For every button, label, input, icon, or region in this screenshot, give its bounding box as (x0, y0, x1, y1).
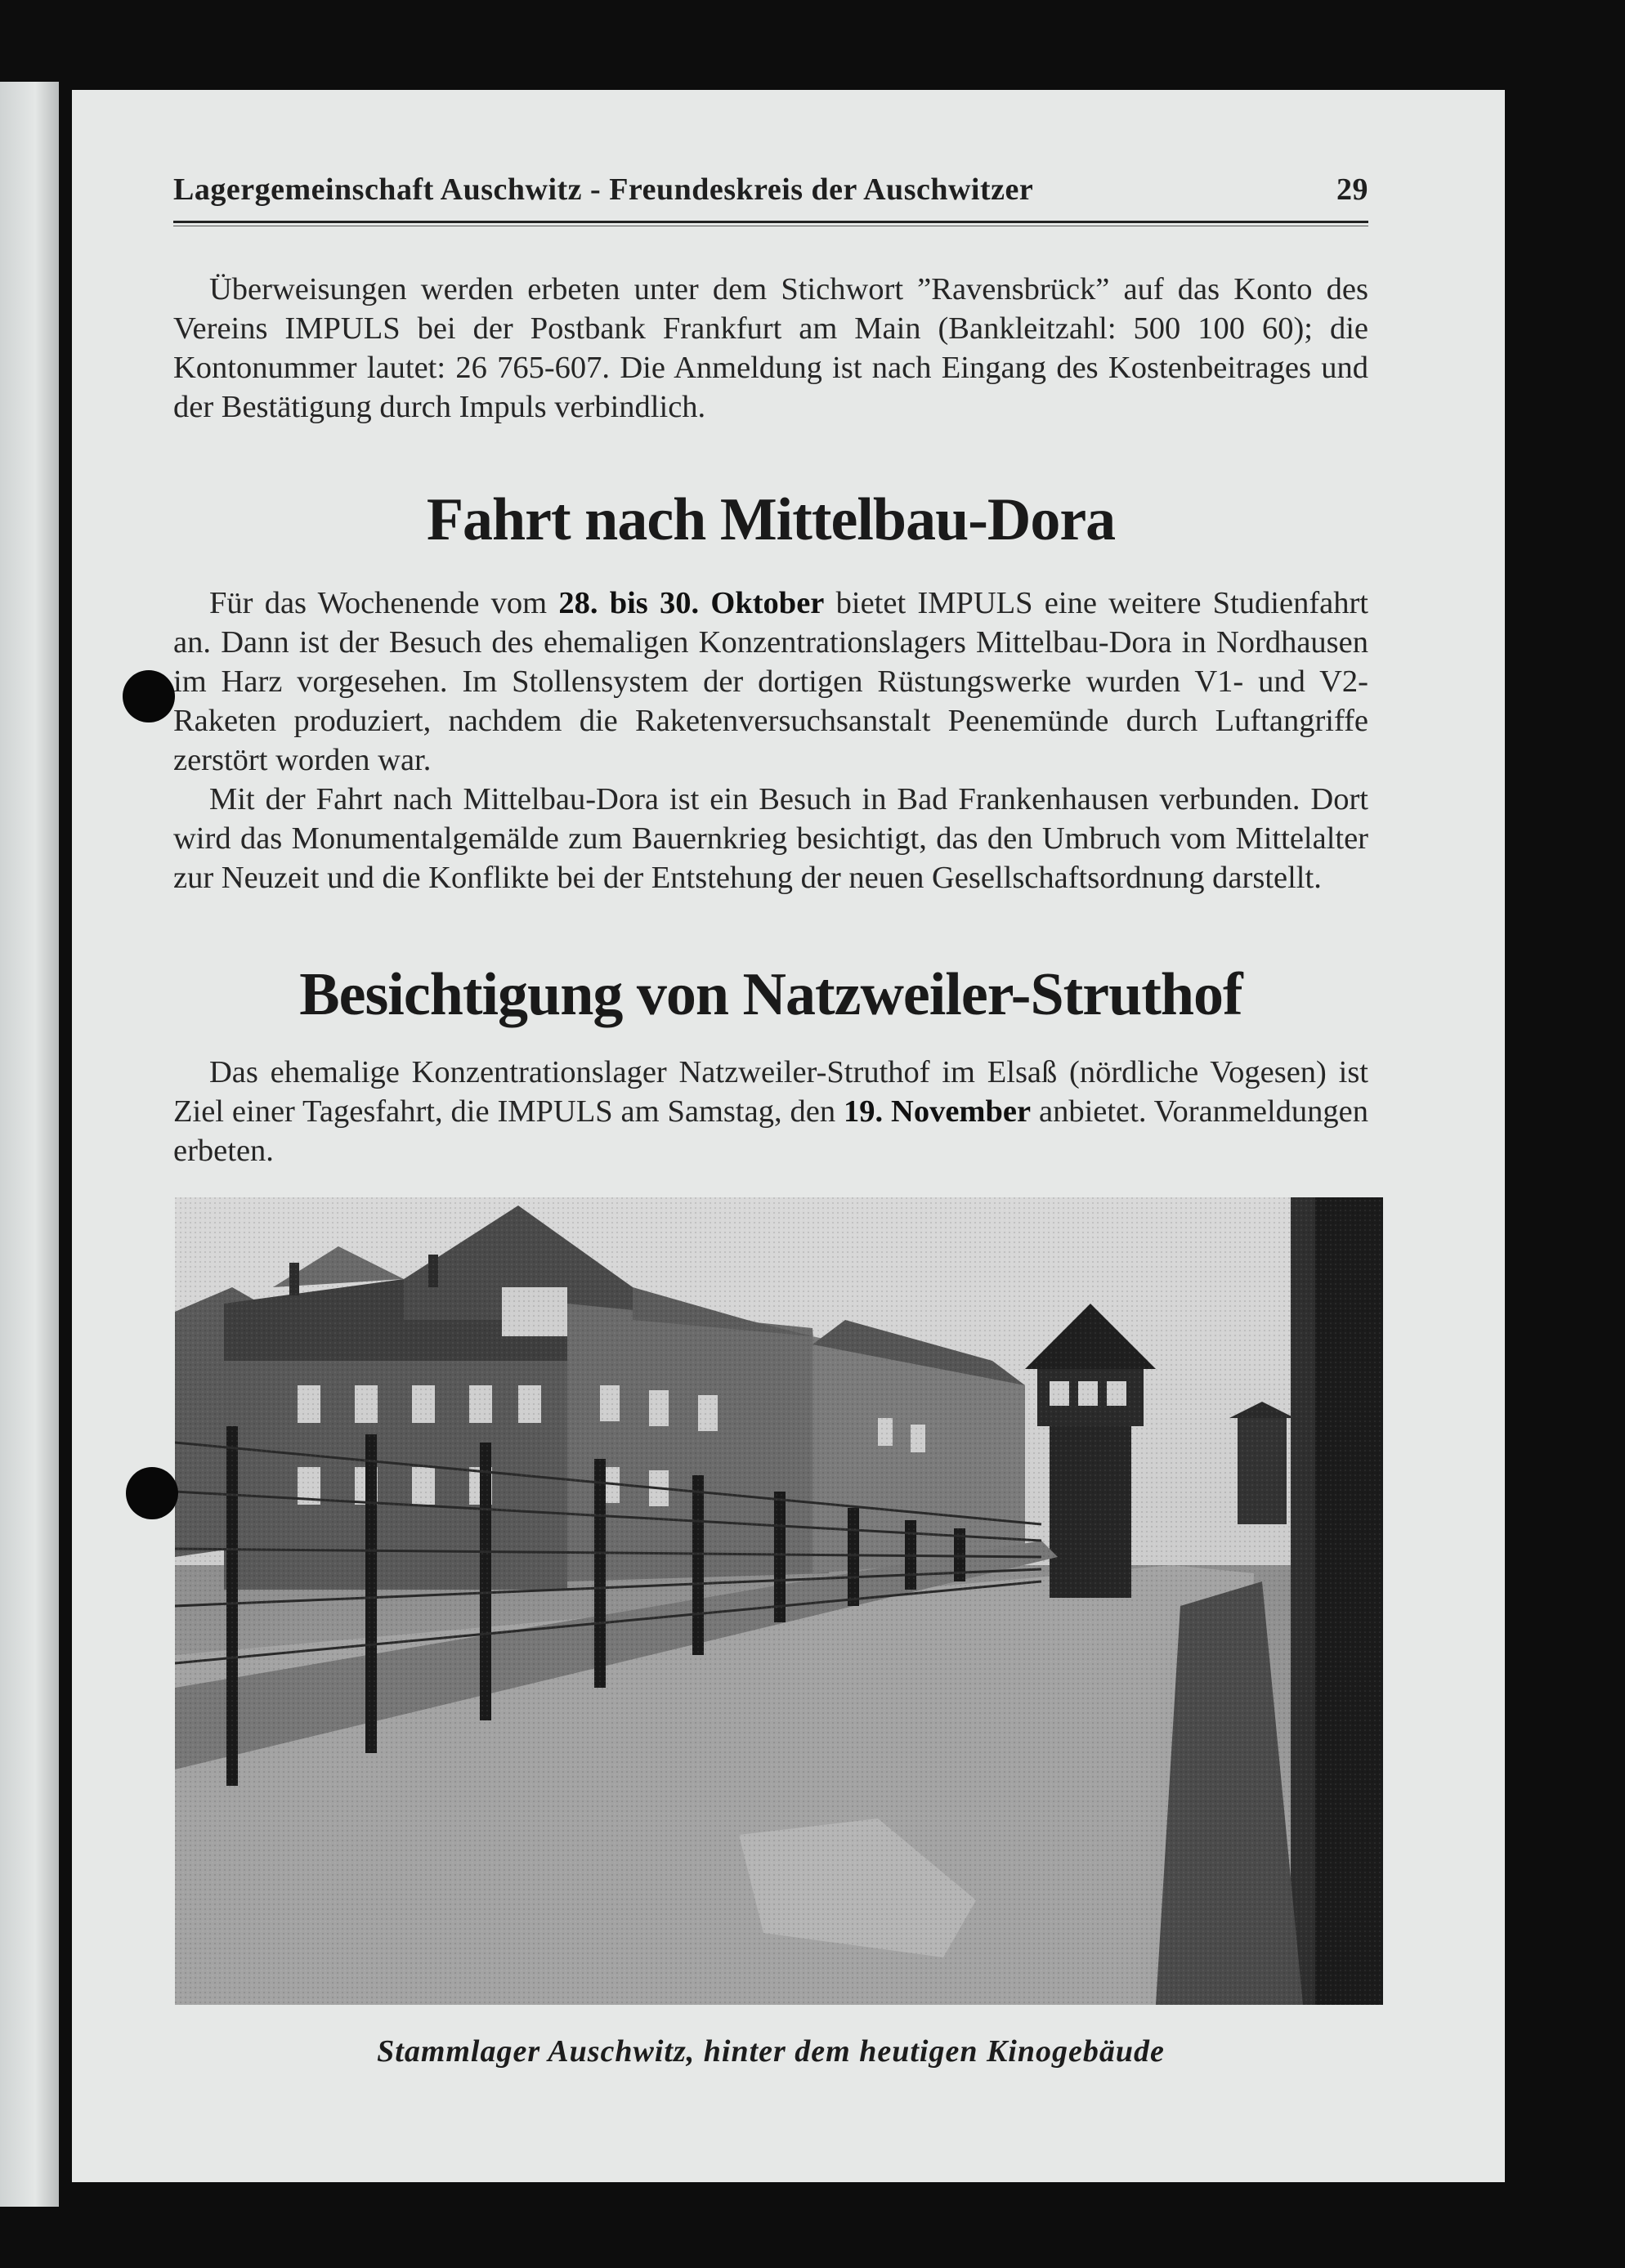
page-number: 29 (1336, 172, 1368, 207)
photo-caption: Stammlager Auschwitz, hinter dem heutigen Kinogebäude (377, 2034, 1165, 2069)
intro-paragraph: Überweisungen werden erbeten unter dem Stichwort ”Ravensbrück” auf das Konto des Vereins IMPULS bei der Postbank Frankfurt am Main (Bankleitzahl: 500 100 60); die Kontonummer lautet: 26 765-607. Die Anmeldung ist nach Eingang des Kostenbeitrages und der Bestätigung durch Impuls verbindlich. (173, 272, 1368, 424)
camp-photograph (175, 1197, 1383, 2005)
punch-hole-lower (126, 1467, 178, 1519)
natzweiler-date-bold: 19. November (843, 1094, 1032, 1129)
p1-date-bold: 28. bis 30. Oktober (558, 586, 825, 620)
header-rule (173, 221, 1368, 226)
mittelbau-paragraph-1 (173, 584, 1368, 780)
punch-hole-upper (123, 670, 175, 722)
facing-page-edge (0, 82, 59, 2207)
document-page (72, 90, 1505, 2182)
running-header (173, 172, 1368, 208)
header-title: Lagergemeinschaft Auschwitz - Freundeskreis der Auschwitzer (173, 172, 1034, 207)
natzweiler-text-end: anbietet. Voranmeldungen erbeten. (173, 1094, 1368, 1168)
section-heading-natzweiler: Besichtigung von Natzweiler-Struthof (299, 961, 1242, 1028)
natzweiler-text-start: Das ehemalige Konzentrationslager Natzweiler-Struthof im Elsaß (nördliche Vogesen) ist Ziel einer Tagesfahrt, die IMPULS am Samstag, den (173, 1055, 1368, 1129)
section-heading-mittelbau-dora: Fahrt nach Mittelbau-Dora (426, 486, 1116, 553)
p1-text-start: Für das Wochenende vom (209, 586, 559, 620)
camp-photograph-illustration (175, 1197, 1383, 2005)
natzweiler-paragraph (173, 1053, 1368, 1170)
p1-text-end: bietet IMPULS eine weitere Studienfahrt an. Dann ist der Besuch des ehemaligen Konzentrationslagers Mittelbau-Dora in Nordhausen im Harz vorgesehen. Im Stollensystem der dortigen Rüstungswerke wurden V1- und V2-Raketen produziert, nachdem die Raketenversuchsanstalt Peenemünde durch Luftangriffe zerstört worden war. (173, 586, 1368, 777)
mittelbau-paragraph-2: Mit der Fahrt nach Mittelbau-Dora ist ein Besuch in Bad Frankenhausen verbunden. Dort wird das Monumentalgemälde zum Bauernkrieg besichtigt, das den Umbruch vom Mittelalter zur Neuzeit und die Konflikte bei der Entstehung der neuen Gesellschaftsordnung darstellt. (173, 782, 1368, 895)
